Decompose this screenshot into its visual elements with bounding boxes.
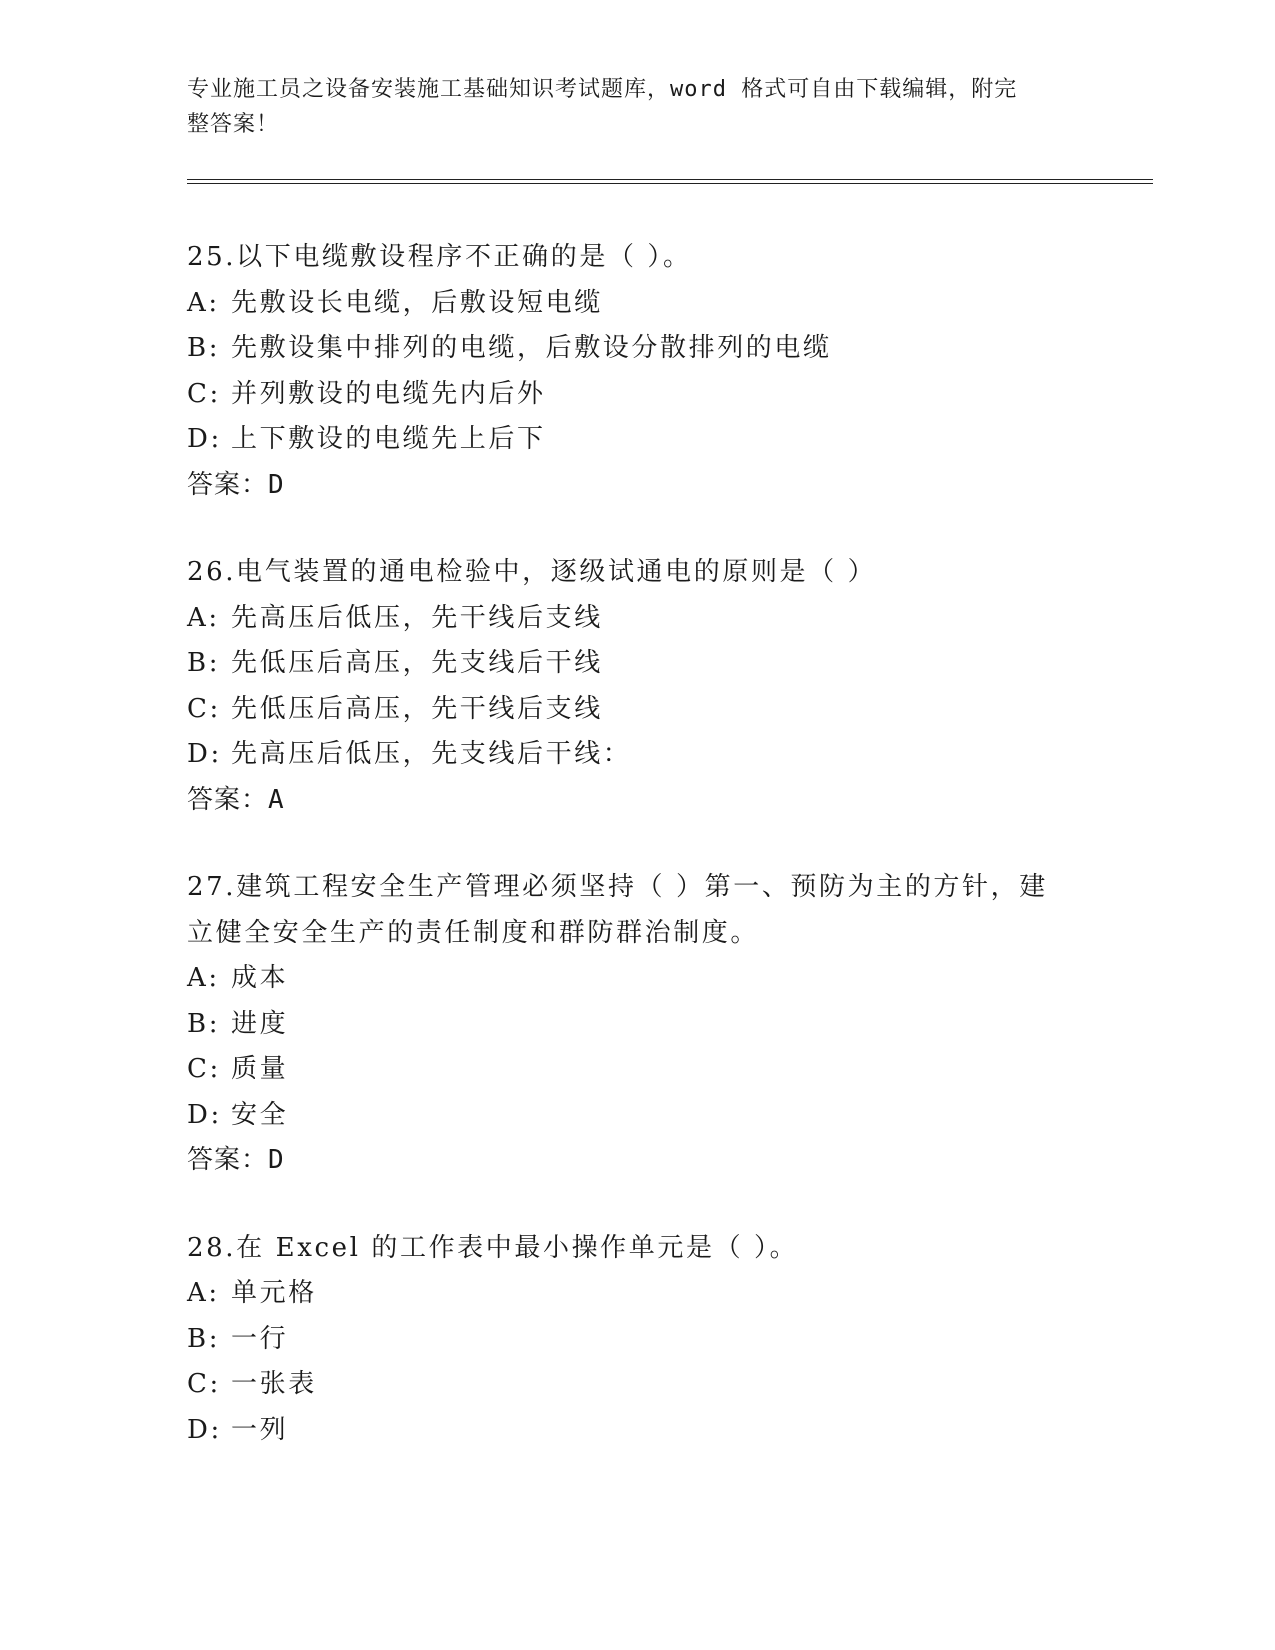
option-text: 一列 <box>231 1414 289 1445</box>
option-b <box>187 1317 1087 1363</box>
answer-label: 答案：D <box>187 469 285 500</box>
document-header <box>187 72 1077 142</box>
header-line-2: 整答案！ <box>187 112 280 137</box>
option-c <box>187 372 1087 418</box>
header-divider-top <box>187 179 1153 180</box>
option-text: 先高压后低压，先支线后干线： <box>231 739 632 769</box>
option-text: 先敷设长电缆，后敷设短电缆 <box>231 287 603 318</box>
option-key: D: <box>187 424 222 454</box>
option-key: C: <box>187 378 221 409</box>
option-a <box>187 1271 1087 1317</box>
option-text: 先高压后低压，先干线后支线 <box>231 602 603 633</box>
option-key: A: <box>187 602 220 633</box>
question-stem: 26.电气装置的通电检验中，逐级试通电的原则是（ ） <box>187 557 877 587</box>
answer-label: 答案：D <box>187 1145 285 1175</box>
question-26 <box>187 550 1087 823</box>
question-stem-line-1: 27.建筑工程安全生产管理必须坚持（ ）第一、预防为主的方针，建 <box>187 872 1048 902</box>
option-text: 先低压后高压，先干线后支线 <box>231 693 603 724</box>
option-text: 进度 <box>231 1008 289 1039</box>
option-b <box>187 1002 1087 1048</box>
option-text: 上下敷设的电缆先上后下 <box>231 424 546 454</box>
option-d <box>187 732 1087 778</box>
option-text: 质量 <box>231 1054 289 1084</box>
option-text: 成本 <box>231 963 289 993</box>
option-key: A: <box>187 1278 220 1308</box>
question-27 <box>187 865 1087 1184</box>
option-a <box>187 956 1087 1002</box>
option-a <box>187 281 1087 327</box>
option-key: B: <box>187 1008 221 1039</box>
option-d <box>187 1093 1087 1139</box>
header-divider-bottom <box>187 183 1153 184</box>
option-b <box>187 326 1087 372</box>
question-stem-line-2: 立健全安全生产的责任制度和群防群治制度。 <box>187 917 760 948</box>
option-b <box>187 641 1087 687</box>
option-key: A: <box>187 287 220 318</box>
option-key: A: <box>187 963 220 993</box>
option-key: D: <box>187 739 222 769</box>
option-text: 一行 <box>231 1323 289 1354</box>
option-key: D: <box>187 1099 222 1130</box>
option-c <box>187 687 1087 733</box>
option-text: 并列敷设的电缆先内后外 <box>231 378 546 409</box>
option-key: D: <box>187 1414 222 1445</box>
answer-label: 答案：A <box>187 784 285 815</box>
option-text: 一张表 <box>231 1369 317 1399</box>
option-d <box>187 417 1087 463</box>
option-key: C: <box>187 693 221 724</box>
question-25 <box>187 235 1087 508</box>
option-a <box>187 596 1087 642</box>
option-key: B: <box>187 648 221 678</box>
option-key: B: <box>187 1323 221 1354</box>
header-line-1: 专业施工员之设备安装施工基础知识考试题库，word 格式可自由下载编辑，附完 <box>187 77 1018 102</box>
option-c <box>187 1047 1087 1093</box>
option-c <box>187 1362 1087 1408</box>
option-d <box>187 1408 1087 1454</box>
option-text: 先低压后高压，先支线后干线 <box>231 648 603 678</box>
question-28 <box>187 1226 1087 1454</box>
question-list <box>187 235 1087 1495</box>
option-text: 先敷设集中排列的电缆，后敷设分散排列的电缆 <box>231 333 832 363</box>
question-stem: 25.以下电缆敷设程序不正确的是（ ）。 <box>187 242 692 272</box>
option-key: B: <box>187 333 221 363</box>
option-key: C: <box>187 1369 221 1399</box>
question-stem: 28.在 Excel 的工作表中最小操作单元是（ ）。 <box>187 1232 799 1263</box>
option-text: 单元格 <box>231 1278 317 1308</box>
option-key: C: <box>187 1054 221 1084</box>
option-text: 安全 <box>231 1099 289 1130</box>
